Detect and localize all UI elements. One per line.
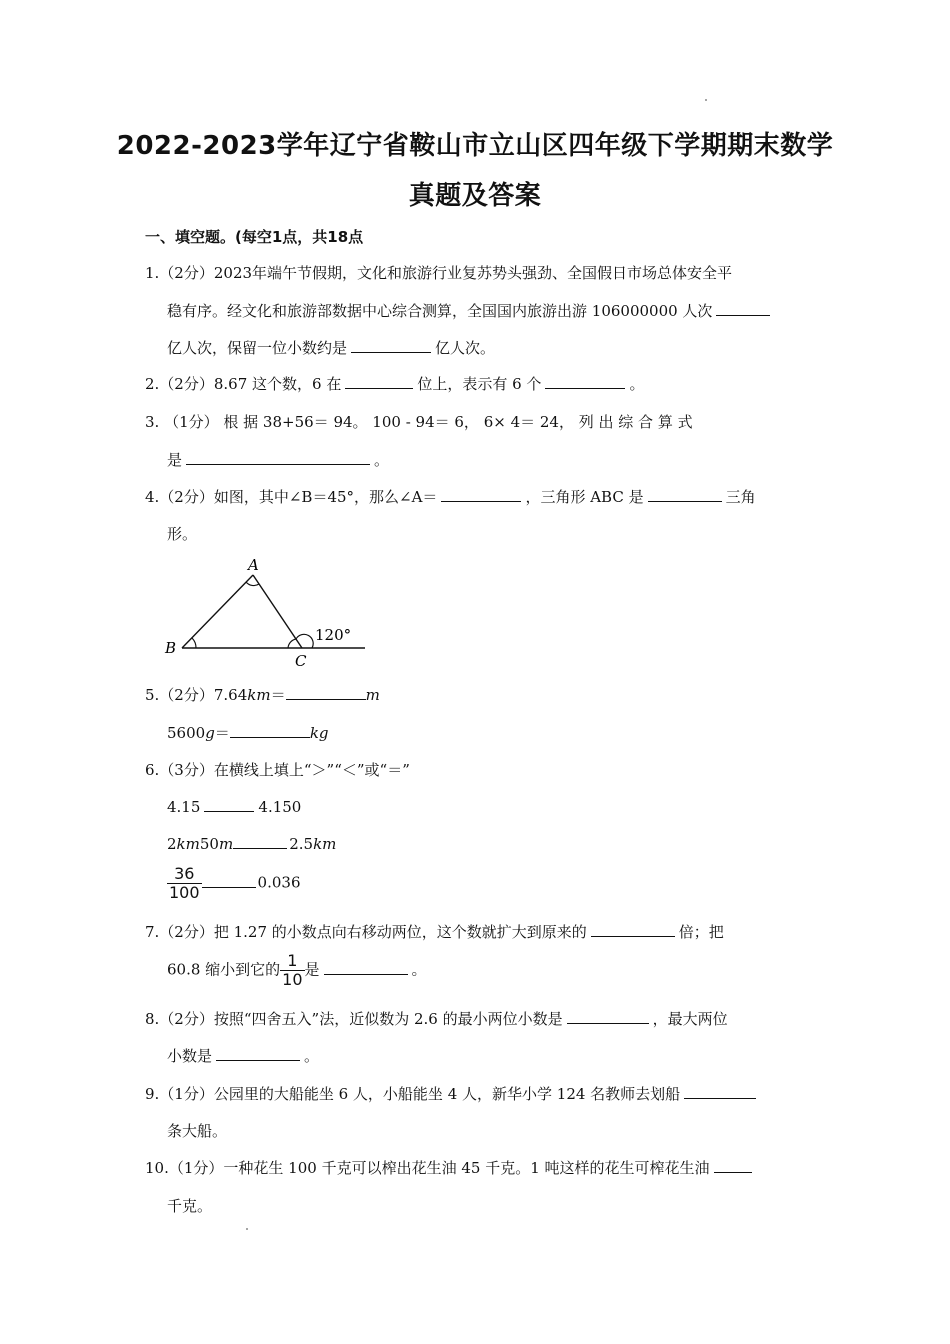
- answer-blank[interactable]: [351, 338, 431, 353]
- speck: [705, 99, 707, 101]
- answer-blank[interactable]: [216, 1046, 300, 1061]
- answer-blank[interactable]: [716, 301, 770, 316]
- question-8-line-2: 小数是 。: [167, 1047, 320, 1065]
- answer-blank[interactable]: [441, 487, 521, 502]
- speck: [246, 1228, 248, 1230]
- question-7-line-1: 7.（2分）把 1.27 的小数点向右移动两位，这个数就扩大到原来的 倍；把: [145, 923, 724, 941]
- question-1-line-1: 1.（2分）2023年端午节假期，文化和旅游行业复苏势头强劲、全国假日市场总体安全平: [145, 264, 733, 282]
- answer-blank[interactable]: [202, 873, 256, 888]
- question-2: 2.（2分）8.67 这个数，6 在 位上，表示有 6 个 。: [145, 375, 645, 393]
- answer-blank[interactable]: [324, 960, 408, 975]
- answer-blank[interactable]: [567, 1009, 649, 1024]
- title-line-2: 真题及答案: [408, 181, 542, 211]
- question-5-line-1: 5.（2分）7.64km＝ m: [145, 686, 380, 704]
- fraction: $\frac{1}{10}$: [282, 951, 303, 989]
- question-1-line-2: 稳有序。经文化和旅游部数据中心综合测算，全国国内旅游出游 106000000 人次: [167, 300, 774, 321]
- question-6-row-1: 4.15 4.150: [167, 798, 302, 816]
- answer-blank[interactable]: [684, 1084, 756, 1099]
- question-3-line-2: 是 。: [167, 451, 390, 469]
- question-6-line-1: 6.（3分）在横线上填上“＞”“＜”或“＝”: [145, 761, 410, 779]
- answer-blank[interactable]: [648, 487, 722, 502]
- vertex-a-label: A: [248, 556, 259, 574]
- angle-b-arc: [192, 638, 196, 648]
- section-heading: 一、填空题。(每空1点，共18点: [145, 228, 364, 246]
- question-4-line-1: 4.（2分）如图，其中∠B＝45°，那么∠A＝ ，三角形 ABC 是 三角: [145, 488, 756, 506]
- question-9-line-1: 9.（1分）公园里的大船能坐 6 人，小船能坐 4 人，新华小学 124 名教师去划船: [145, 1083, 756, 1104]
- side-ac: [253, 575, 302, 648]
- angle-a-arc: [246, 582, 259, 586]
- question-7-line-2: 60.8 缩小到它的 $\frac{1}{10}$ 是 。: [167, 951, 427, 989]
- question-8-line-1: 8.（2分）按照“四舍五入”法，近似数为 2.6 的最小两位小数是 ，最大两位: [145, 1010, 728, 1028]
- fraction: $\frac{36}{100}$: [169, 864, 200, 902]
- question-5-line-2: 5600g＝ kg: [167, 724, 329, 742]
- answer-blank[interactable]: [714, 1158, 752, 1173]
- triangle-figure: [160, 555, 370, 673]
- question-9-line-2: 条大船。: [167, 1122, 228, 1140]
- answer-blank[interactable]: [545, 374, 625, 389]
- angle-120-label: 120°: [315, 626, 352, 644]
- question-6-row-2: 2km50m 2.5km: [167, 835, 337, 853]
- question-4-line-2: 形。: [167, 525, 198, 543]
- angle-c-arc: [288, 639, 296, 648]
- title-line-1: 2022-2023学年辽宁省鞍山市立山区四年级下学期期末数学: [116, 131, 834, 161]
- question-3-line-1: 3. （1分） 根 据 38+56＝ 94。 100 - 94＝ 6， 6× 4＝ 24， 列 出 综 合 算 式: [145, 413, 693, 431]
- question-6-row-3: $\frac{36}{100}$ 0.036: [169, 864, 301, 902]
- answer-blank[interactable]: [230, 723, 310, 738]
- vertex-c-label: C: [295, 652, 307, 670]
- question-10-line-2: 千克。: [167, 1197, 213, 1215]
- answer-blank[interactable]: [591, 922, 675, 937]
- question-1-line-3: 亿人次，保留一位小数约是 亿人次。: [167, 339, 496, 357]
- answer-blank[interactable]: [204, 797, 254, 812]
- answer-blank[interactable]: [186, 450, 370, 465]
- question-10-line-1: 10.（1分）一种花生 100 千克可以榨出花生油 45 千克。1 吨这样的花生可榨花生油: [145, 1157, 752, 1178]
- side-ab: [182, 575, 253, 648]
- answer-blank[interactable]: [233, 834, 287, 849]
- vertex-b-label: B: [165, 639, 177, 657]
- answer-blank[interactable]: [345, 374, 413, 389]
- answer-blank[interactable]: [286, 685, 366, 700]
- angle-120-arc: [296, 634, 313, 648]
